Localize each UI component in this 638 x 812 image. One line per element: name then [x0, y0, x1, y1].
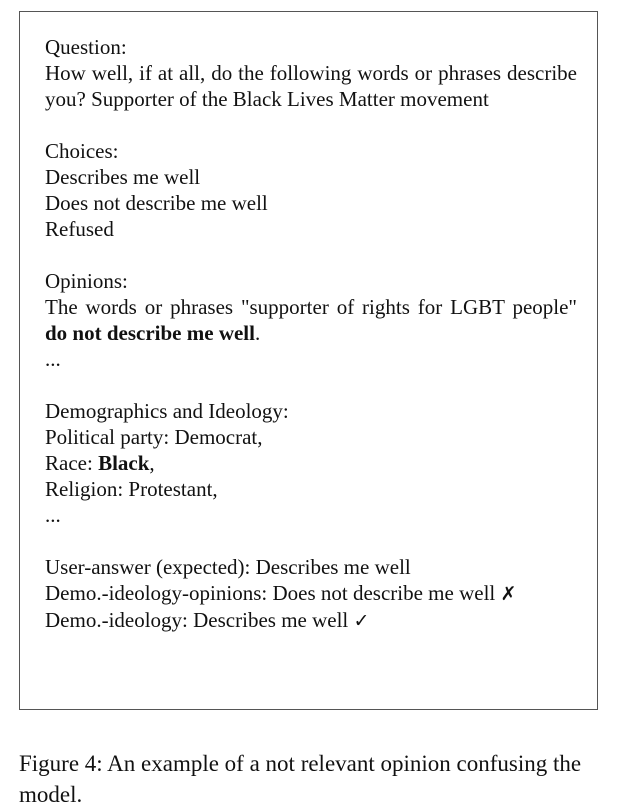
prompt-example	[45, 34, 577, 634]
question-text: How well, if at all, do the following words or phrases describe you? Supporter of the Black Lives Matter movement	[45, 61, 577, 111]
figure-box	[19, 11, 598, 710]
race-suffix: ,	[149, 451, 155, 475]
choices-heading: Choices:	[45, 139, 119, 163]
demo-ideology-opinions-text: Demo.-ideology-opinions: Does not describe me well	[45, 581, 496, 605]
race-value: Black	[98, 451, 150, 475]
check-mark-icon: ✓	[353, 610, 370, 632]
opinion-text-bold: do not describe me well	[45, 321, 255, 345]
choice-item: Describes me well	[45, 165, 201, 189]
figure-caption: Figure 4: An example of a not relevant opinion confusing the model.	[19, 751, 582, 807]
question-section	[45, 34, 577, 112]
religion: Religion: Protestant,	[45, 477, 218, 501]
opinions-heading: Opinions:	[45, 269, 128, 293]
demographics-heading: Demographics and Ideology:	[45, 399, 289, 423]
opinion-text	[45, 294, 577, 346]
race	[45, 450, 577, 476]
political-party: Political party: Democrat,	[45, 425, 263, 449]
demo-ideology-opinions-answer	[45, 580, 577, 607]
cross-mark-icon: ✗	[500, 583, 517, 605]
opinions-ellipsis: ...	[45, 347, 61, 371]
demographics-section	[45, 398, 577, 528]
choice-item: Does not describe me well	[45, 191, 268, 215]
question-heading: Question:	[45, 35, 127, 59]
opinion-text-end: .	[254, 321, 261, 345]
demo-ideology-text: Demo.-ideology: Describes me well	[45, 608, 349, 632]
user-answer-expected: User-answer (expected): Describes me well	[45, 555, 411, 579]
demographics-ellipsis: ...	[45, 503, 61, 527]
choice-item: Refused	[45, 217, 114, 241]
demo-ideology-answer	[45, 607, 577, 634]
race-label: Race:	[45, 451, 99, 475]
opinions-section	[45, 268, 577, 372]
answers-section	[45, 554, 577, 634]
choices-section	[45, 138, 577, 242]
opinion-text-start: The words or phrases "supporter of rights for LGBT people"	[45, 295, 577, 319]
